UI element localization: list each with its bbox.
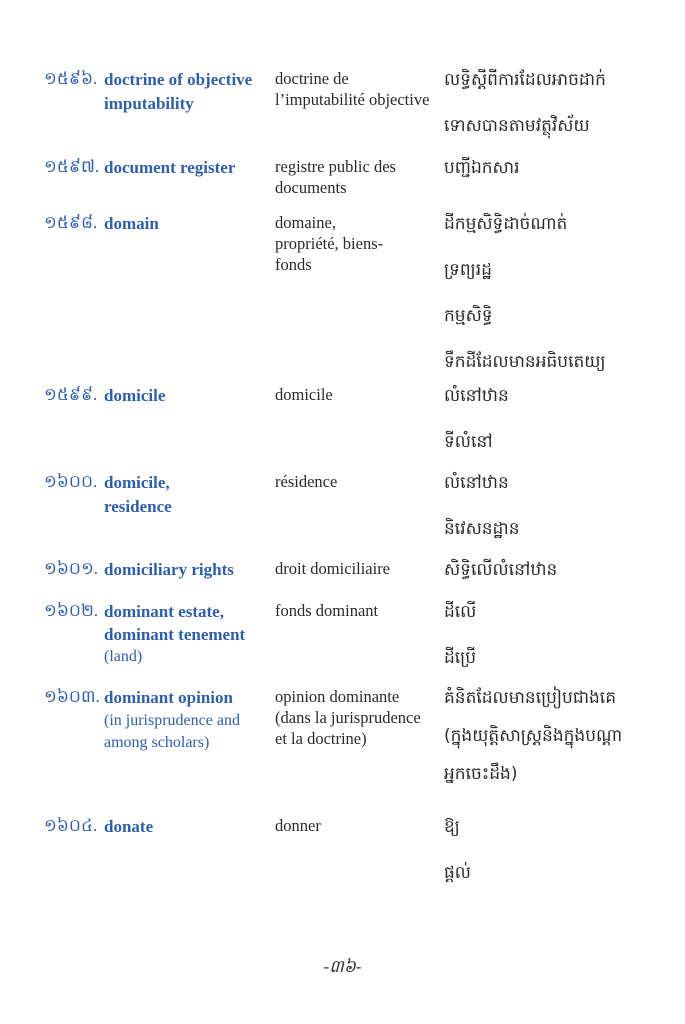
term-text: domain	[104, 214, 159, 233]
english-term	[104, 558, 269, 582]
khmer-line: បញ្ជីឯកសារ	[444, 158, 520, 178]
khmer-line: ទោសបានតាមវត្ថុវិស័យ	[444, 116, 590, 136]
khmer-line: ដីលើ	[444, 602, 477, 622]
khmer-translation	[444, 598, 674, 690]
entry-number: ១៦០៤.	[44, 816, 98, 835]
term-text: dominant estate, dominant tenement	[104, 602, 246, 644]
entry-number: ១៥៩៩.	[44, 385, 98, 404]
english-term	[104, 68, 269, 116]
french-term: résidence	[275, 472, 338, 491]
khmer-line: និវេសនដ្ឋាន	[444, 519, 520, 539]
english-term	[104, 471, 214, 519]
french-term: fonds dominant	[275, 601, 379, 620]
french-term: opinion dominante (dans la jurisprudence et la doctrine)	[275, 687, 421, 748]
french-term: donner	[275, 816, 321, 835]
term-note: (land)	[104, 648, 143, 665]
entry-number: ១៦០០.	[44, 472, 98, 491]
french-term: domicile	[275, 385, 333, 404]
khmer-line: ដីប្រើ	[444, 648, 477, 668]
khmer-translation	[444, 556, 674, 602]
khmer-translation	[444, 469, 674, 561]
khmer-translation	[444, 154, 674, 200]
khmer-line: ដីកម្មសិទ្ធិដាច់ណាត់	[444, 214, 568, 234]
french-term: doctrine de l’imputabilité objective	[275, 69, 430, 109]
khmer-line: ទ្រព្យរដ្ឋ	[444, 260, 492, 280]
english-term	[104, 384, 269, 408]
khmer-translation	[444, 66, 674, 158]
khmer-line: លំនៅឋាន	[444, 473, 509, 493]
english-term	[104, 156, 269, 180]
khmer-translation	[444, 684, 674, 798]
english-term	[104, 815, 269, 839]
term-text: document register	[104, 158, 236, 177]
english-term	[104, 686, 269, 754]
khmer-translation	[444, 210, 674, 394]
khmer-line: ផ្ដល់	[444, 863, 471, 883]
english-term	[104, 212, 269, 236]
english-term	[104, 600, 269, 668]
khmer-line: ឱ្យ	[444, 817, 460, 837]
french-term: domaine, propriété, biens-fonds	[275, 213, 384, 274]
entry-number: ១៦០២.	[44, 601, 99, 620]
term-text: domiciliary rights	[104, 560, 234, 579]
khmer-line: (ក្នុងយុត្តិសាស្ត្រនិងក្នុងបណ្ដា	[444, 726, 623, 746]
entry-number: ១៦០១.	[44, 559, 99, 578]
entry-number: ១៥៩៧.	[44, 157, 100, 176]
term-text: dominant opinion	[104, 688, 233, 707]
french-term: droit domiciliaire	[275, 559, 391, 578]
khmer-line: លទ្ធិស្ដីពីការដែលអាចដាក់	[444, 70, 606, 90]
term-text: domicile, residence	[104, 473, 172, 516]
term-note: (in jurisprudence and among scholars)	[104, 712, 240, 751]
khmer-translation	[444, 813, 674, 905]
khmer-line: ទីលំនៅ	[444, 432, 493, 452]
french-term: registre public des documents	[275, 157, 396, 197]
khmer-translation	[444, 382, 674, 474]
page-number: -៣៦-	[323, 957, 362, 976]
khmer-line: កម្មសិទ្ធិ	[444, 306, 493, 326]
khmer-line: ទឹកដីដែលមានអធិបតេយ្យ	[444, 352, 606, 372]
khmer-line: លំនៅឋាន	[444, 386, 509, 406]
khmer-line: អ្នកចេះដឹង)	[444, 764, 518, 784]
entry-number: ១៥៩៦.	[44, 69, 98, 88]
khmer-line: គំនិតដែលមានប្រៀបជាងគេ	[444, 688, 616, 708]
term-text: domicile	[104, 386, 166, 405]
term-text: donate	[104, 817, 154, 836]
entry-number: ១៥៩៨.	[44, 213, 98, 232]
term-text: doctrine of objective imputability	[104, 70, 253, 113]
entry-number: ១៦០៣.	[44, 687, 100, 706]
khmer-line: សិទ្ធិលើលំនៅឋាន	[444, 560, 558, 580]
